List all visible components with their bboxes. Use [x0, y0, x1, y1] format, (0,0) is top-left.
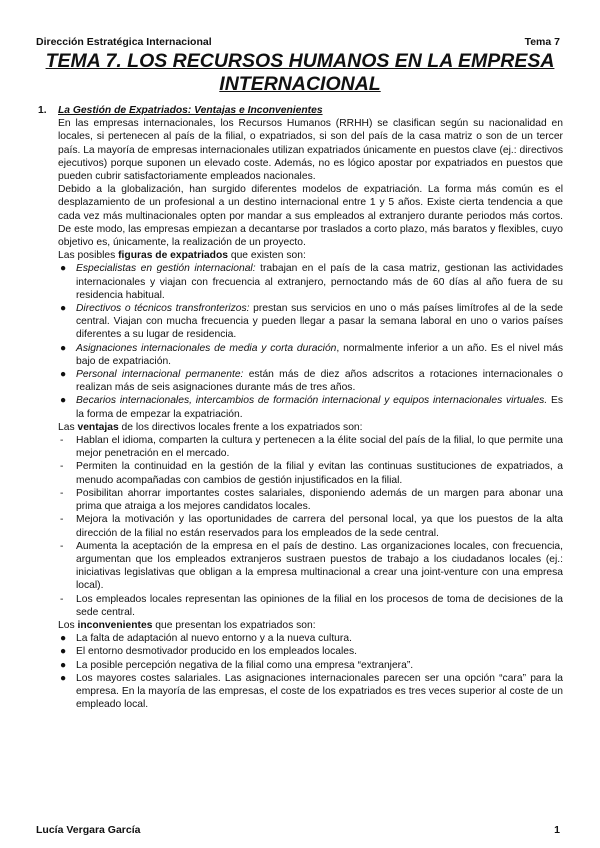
list-item	[58, 262, 563, 302]
figura-term: Becarios internacionales, intercambios de formación internacional y equipos internacionales virtuales.	[76, 395, 548, 407]
list-item	[58, 460, 563, 486]
inconveniente-text: El entorno desmotivador producido en los empleados locales.	[76, 646, 358, 658]
inconveniente-text: La posible percepción negativa de la filial como una empresa “extranjera”.	[76, 659, 414, 671]
section-number: 1.	[38, 105, 47, 116]
list-item	[58, 342, 563, 368]
list-item	[58, 513, 563, 539]
bullet-icon: ●	[60, 646, 67, 658]
header-course: Dirección Estratégica Internacional	[36, 36, 212, 48]
document-body	[38, 104, 563, 711]
list-item	[58, 645, 563, 658]
ventaja-text: Mejora la motivación y las oportunidades de carrera del personal local, ya que los puestos de la alta dirección de la filial no están reservados para los empleados de la sede central.	[76, 514, 563, 539]
list-item	[58, 659, 563, 672]
inconveniente-text: La falta de adaptación al nuevo entorno y a la nueva cultura.	[76, 633, 352, 645]
paragraph-2: Debido a la globalización, han surgido diferentes modelos de expatriación. La forma más común es el desplazamiento de un profesional a un destino internacional entre 1 y 5 años. Existe cierta tendencia a que cada vez más multinacionales opten por mandar a sus empleados al extranjero durante periodos más cortos. De este modo, las empresas empiezan a decantarse por traslados a corto plazo, más baratos y flexibles, cuyo objetivo es, únicamente, la realización de un proyecto.	[58, 184, 563, 249]
inconvenientes-intro-bold: inconvenientes	[77, 619, 153, 631]
bullet-icon: ●	[60, 263, 67, 275]
ventajas-intro-bold: ventajas	[77, 421, 119, 433]
figuras-intro	[58, 249, 563, 262]
bullet-icon: ●	[60, 633, 67, 645]
dash-icon: -	[60, 593, 64, 605]
bullet-icon: ●	[60, 342, 67, 354]
figuras-list	[58, 262, 563, 420]
ventaja-text: Hablan el idioma, comparten la cultura y pertenecen a la élite social del país de la filial, lo que permite una mejor penetración en el mercado.	[76, 435, 563, 460]
figura-term: Asignaciones internacionales de media y corta duración	[76, 342, 337, 354]
list-item	[58, 302, 563, 342]
ventaja-text: Los empleados locales representan las opiniones de la filial en los procesos de toma de decisiones de la sede central.	[76, 593, 563, 618]
figura-text: trabajan en el país de la casa matriz, gestionan las actividades internacionales y viajan con frecuencia al extranjero, pernoctando más de 60 días al año fuera de su residencia habitual.	[76, 263, 563, 301]
header-topic: Tema 7	[524, 36, 560, 48]
bullet-icon: ●	[60, 369, 67, 381]
inconvenientes-intro-pre: Los	[58, 619, 78, 631]
ventaja-text: Permiten la continuidad en la gestión de la filial y evitan las continuas sustituciones de expatriados, a menudo acompañadas con cambios de gestión injustificados en la filial.	[76, 461, 563, 486]
ventajas-intro-pre: Las	[58, 421, 78, 433]
bullet-icon: ●	[60, 659, 67, 671]
list-item	[58, 632, 563, 645]
figura-text: Es la forma de empezar la expatriación.	[76, 395, 563, 420]
inconvenientes-intro-post: que presentan los expatriados son:	[152, 619, 316, 631]
list-item	[58, 368, 563, 394]
page-number: 1	[554, 824, 560, 836]
list-item	[58, 540, 563, 593]
inconveniente-text: Los mayores costes salariales. Las asignaciones internacionales parecen ser una opción “cara” para la empresa. En la mayoría de las empresas, el coste de los expatriados es tres veces superior al coste de un empleado local.	[76, 672, 563, 711]
figuras-intro-pre: Las posibles	[58, 250, 119, 262]
list-item	[58, 487, 563, 513]
ventaja-text: Aumenta la aceptación de la empresa en el país de destino. Las organizaciones locales, con frecuencia, argumentan que los empleados extranjeros sustraen puestos de trabajo a los ciudadanos locales (ej.: iniciativas legislativas que obligan a la empresa multinacional a crear una joint-venture con una empresa local).	[76, 540, 563, 592]
figura-term: Personal internacional permanente:	[76, 369, 244, 381]
page-title: TEMA 7. LOS RECURSOS HUMANOS EN LA EMPRESA INTERNACIONAL	[45, 50, 555, 95]
dash-icon: -	[60, 435, 64, 447]
paragraph-1: En las empresas internacionales, los Recursos Humanos (RRHH) se clasifican según su nacionalidad en locales, si pertenecen al país de la filial, o expatriados, si son del país de la casa matriz o son de un tercer país. La mayoría de empresas internacionales utilizan expatriados únicamente en puestos clave (ej.: directivos ejecutivos) porque suponen un elevado coste. Además, no es lógico apostar por expatriados en puestos que pueden cubrir satisfactoriamente empleados nacionales.	[58, 118, 563, 183]
ventajas-intro-post: de los directivos locales frente a los expatriados son:	[118, 421, 363, 433]
dash-icon: -	[60, 514, 64, 526]
section-title: La Gestión de Expatriados: Ventajas e Inconvenientes	[58, 105, 323, 116]
figura-term: Especialistas en gestión internacional:	[76, 263, 256, 275]
figura-text: están más de diez años adscritos a rotaciones internacionales o realizan más de seis asignaciones durante más de tres años.	[76, 369, 563, 394]
inconvenientes-intro	[58, 619, 563, 632]
figura-text: prestan sus servicios en uno o más países limítrofes al de la sede central. Viajan con mucha frecuencia y pueden llegar a pasar la semana laboral en uno o varios países diferentes a su lugar de residencia.	[76, 303, 563, 341]
figuras-intro-bold: figuras de expatriados	[118, 250, 228, 262]
bullet-icon: ●	[60, 672, 67, 684]
figuras-intro-post: que existen son:	[227, 250, 306, 262]
list-item	[58, 672, 563, 712]
list-item	[58, 394, 563, 420]
section-heading	[38, 104, 563, 117]
dash-icon: -	[60, 487, 64, 499]
list-item	[58, 593, 563, 619]
footer-author: Lucía Vergara García	[36, 824, 141, 836]
list-item	[58, 434, 563, 460]
figura-term: Directivos o técnicos transfronterizos:	[76, 303, 250, 315]
bullet-icon: ●	[60, 395, 67, 407]
ventaja-text: Posibilitan ahorrar importantes costes salariales, disponiendo además de un margen para abonar una prima que atraiga a los mejores candidatos locales.	[76, 487, 563, 513]
ventajas-intro	[58, 421, 563, 434]
ventajas-list	[58, 434, 563, 619]
bullet-icon: ●	[60, 303, 67, 315]
inconvenientes-list	[58, 632, 563, 711]
dash-icon: -	[60, 461, 64, 473]
dash-icon: -	[60, 540, 64, 552]
figura-text: , normalmente inferior a un año. Es el nivel más bajo de expatriación.	[76, 342, 563, 367]
